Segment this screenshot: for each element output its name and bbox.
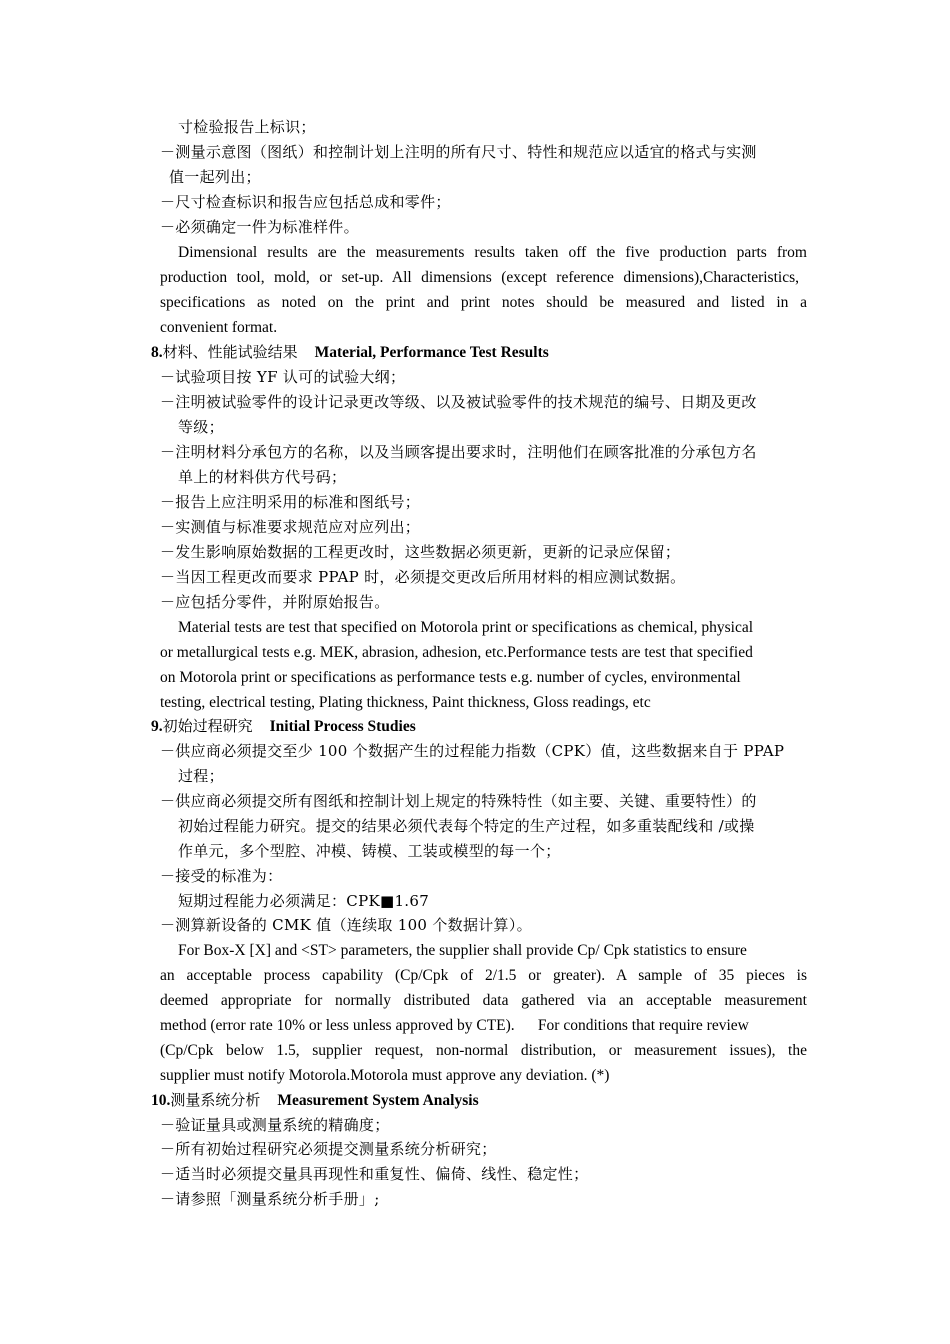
heading-number: 9. xyxy=(151,718,163,735)
text-line: 值一起列出； xyxy=(169,168,261,186)
list-item: －供应商必须提交所有图纸和控制计划上规定的特殊特性（如主要、关键、重要特性）的 xyxy=(160,792,757,810)
list-item: －试验项目按 YF 认可的试验大纲； xyxy=(160,368,406,386)
text-line: 短期过程能力必须满足：CPK■1.67 xyxy=(178,892,430,910)
paragraph-line: deemed appropriate for normally distributed data gathered via an acceptable measurement xyxy=(160,992,807,1009)
paragraph-line: Material tests are test that specified on Motorola print or specifications as chemical, physical xyxy=(178,619,754,636)
list-item: －供应商必须提交至少 100 个数据产生的过程能力指数（CPK）值，这些数据来自于 PPAP xyxy=(160,742,785,760)
heading-en: Initial Process Studies xyxy=(269,718,416,735)
text-line: 过程； xyxy=(178,767,224,785)
text-line: 单上的材料供方代号码； xyxy=(178,468,347,486)
paragraph-line: an acceptable process capability (Cp/Cpk of 2/1.5 or greater). A sample of 35 pieces is xyxy=(160,967,807,984)
paragraph-line: supplier must notify Motorola.Motorola must approve any deviation. (*) xyxy=(160,1067,610,1084)
list-item: －实测值与标准要求规范应对应列出； xyxy=(160,518,421,536)
list-item: －请参照「测量系统分析手册」; xyxy=(160,1190,380,1208)
text-line: 作单元，多个型腔、冲模、铸模、工装或模型的每一个； xyxy=(178,842,561,860)
paragraph-line: on Motorola print or specifications as performance tests e.g. number of cycles, environmental xyxy=(160,669,741,686)
heading-zh: 初始过程研究 xyxy=(162,717,253,735)
paragraph-line: Dimensional results are the measurements results taken off the five production parts from xyxy=(178,244,807,261)
text-line: 初始过程能力研究。提交的结果必须代表每个特定的生产过程，如多重装配线和 /或操 xyxy=(178,817,755,835)
section-heading-10 xyxy=(151,1088,479,1113)
list-item: －发生影响原始数据的工程更改时，这些数据必须更新，更新的记录应保留； xyxy=(160,543,681,561)
paragraph-line: testing, electrical testing, Plating thickness, Paint thickness, Gloss readings, etc xyxy=(160,694,651,711)
list-item: －测算新设备的 CMK 值（连续取 100 个数据计算）。 xyxy=(160,916,532,934)
list-item: －接受的标准为： xyxy=(160,867,283,885)
heading-number: 8. xyxy=(151,344,163,361)
list-item: －测量示意图（图纸）和控制计划上注明的所有尺寸、特性和规范应以适宜的格式与实测 xyxy=(160,143,757,161)
paragraph-line: (Cp/Cpk below 1.5, supplier request, non-normal distribution, or measurement issues), the xyxy=(160,1042,807,1059)
list-item: －尺寸检查标识和报告应包括总成和零件； xyxy=(160,193,451,211)
section-heading-8 xyxy=(151,340,549,365)
list-item: －注明材料分承包方的名称，以及当顾客提出要求时，注明他们在顾客批准的分承包方名 xyxy=(160,443,757,461)
list-item: －报告上应注明采用的标准和图纸号； xyxy=(160,493,421,511)
paragraph-line: method (error rate 10% or less unless approved by CTE). For conditions that require review xyxy=(160,1017,749,1034)
paragraph-line: production tool, mold, or set-up. All dimensions (except reference dimensions),Characteristics, xyxy=(160,269,799,286)
heading-en: Measurement System Analysis xyxy=(277,1092,479,1109)
heading-zh: 材料、性能试验结果 xyxy=(162,343,298,361)
list-item: －当因工程更改而要求 PPAP 时，必须提交更改后所用材料的相应测试数据。 xyxy=(160,568,686,586)
paragraph-line: For Box-X [X] and <ST> parameters, the supplier shall provide Cp/ Cpk statistics to ensure xyxy=(178,942,747,959)
list-item: －适当时必须提交量具再现性和重复性、偏倚、线性、稳定性； xyxy=(160,1165,589,1183)
text-line: 等级； xyxy=(178,418,224,436)
list-item: －应包括分零件，并附原始报告。 xyxy=(160,593,390,611)
list-item: －必须确定一件为标准样件。 xyxy=(160,218,359,236)
paragraph-line: or metallurgical tests e.g. MEK, abrasion, adhesion, etc.Performance tests are test that specified xyxy=(160,644,753,661)
paragraph-line: convenient format. xyxy=(160,319,278,336)
section-heading-9 xyxy=(151,714,416,739)
heading-zh: 测量系统分析 xyxy=(170,1091,261,1109)
list-item: －验证量具或测量系统的精确度； xyxy=(160,1116,390,1134)
heading-en: Material, Performance Test Results xyxy=(314,344,549,361)
paragraph-line: specifications as noted on the print and print notes should be measured and listed in a xyxy=(160,294,807,311)
heading-number: 10. xyxy=(151,1092,171,1109)
text-line: 寸检验报告上标识； xyxy=(178,118,316,136)
list-item: －所有初始过程研究必须提交测量系统分析研究； xyxy=(160,1140,497,1158)
list-item: －注明被试验零件的设计记录更改等级、以及被试验零件的技术规范的编号、日期及更改 xyxy=(160,393,757,411)
